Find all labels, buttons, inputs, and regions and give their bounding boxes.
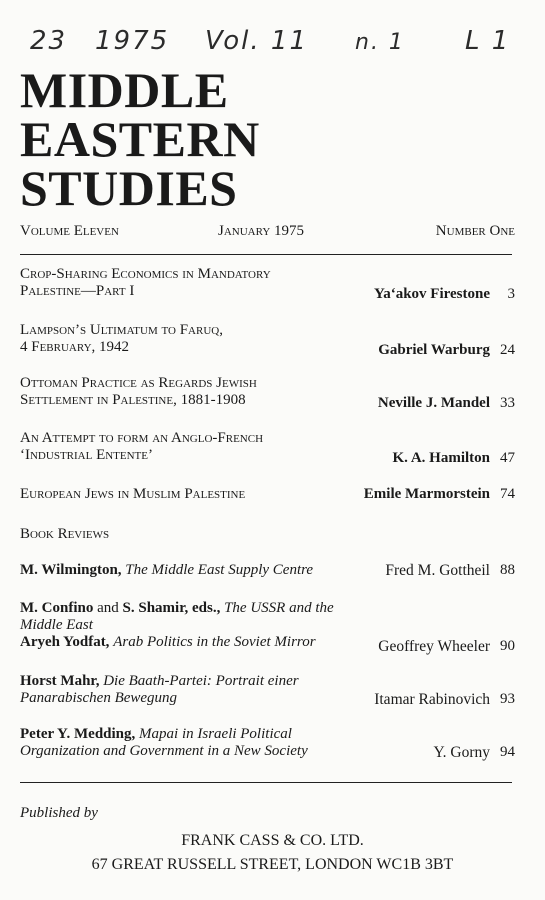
review-connector: and bbox=[93, 600, 123, 616]
review-book-title: Die Baath-Partei: Portrait einer bbox=[103, 673, 299, 689]
review-author: Peter Y. Medding, bbox=[20, 726, 136, 742]
handwritten-volume: Vol. 11 bbox=[205, 26, 309, 56]
article-title bbox=[20, 430, 263, 464]
article-title bbox=[20, 375, 257, 409]
review-entry bbox=[20, 562, 313, 579]
article-title-line: Lampson’s Ultimatum to Faruq, bbox=[20, 322, 223, 338]
article-page: 24 bbox=[500, 342, 515, 358]
review-book-title: Mapai in Israeli Political bbox=[139, 726, 292, 742]
review-page: 94 bbox=[500, 744, 515, 760]
journal-title-line-3: STUDIES bbox=[20, 160, 238, 216]
article-title-line: An Attempt to form an Anglo-French bbox=[20, 430, 264, 446]
handwritten-code: L 1 bbox=[465, 26, 511, 56]
review-book-title: The USSR and the bbox=[224, 600, 334, 616]
article-author: Ya‘akov Firestone bbox=[374, 286, 490, 302]
article-title bbox=[20, 266, 271, 300]
divider-top bbox=[20, 254, 512, 255]
article-author: Emile Marmorstein bbox=[363, 486, 490, 502]
review-reviewer: Geoffrey Wheeler bbox=[378, 638, 490, 655]
review-reviewer: Y. Gorny bbox=[433, 744, 490, 761]
handwritten-year: 1975 bbox=[95, 26, 170, 56]
journal-title-line-1: MIDDLE bbox=[20, 62, 229, 118]
published-by-label: Published by bbox=[20, 805, 98, 821]
review-book-title: Arab Politics in the Soviet Mirror bbox=[113, 634, 316, 650]
article-title-line: Ottoman Practice as Regards Jewish bbox=[20, 375, 257, 391]
review-reviewer: Itamar Rabinovich bbox=[374, 691, 490, 708]
article-title-line: Settlement in Palestine, 1881-1908 bbox=[20, 392, 246, 408]
article-title-line: Crop-Sharing Economics in Mandatory bbox=[20, 266, 271, 282]
volume-label: Volume Eleven bbox=[20, 223, 119, 239]
journal-title-line-2: EASTERN bbox=[20, 111, 260, 167]
handwritten-number: 23 bbox=[30, 26, 68, 56]
review-reviewer: Fred M. Gottheil bbox=[385, 562, 490, 579]
handwritten-issue: n. 1 bbox=[355, 30, 405, 55]
issue-number: Number One bbox=[435, 223, 515, 239]
publisher-name: FRANK CASS & CO. LTD. bbox=[181, 832, 364, 849]
issue-date: January 1975 bbox=[218, 223, 305, 239]
review-entry bbox=[20, 726, 308, 760]
review-entry bbox=[20, 600, 334, 651]
article-title bbox=[20, 486, 245, 503]
review-page: 88 bbox=[500, 562, 515, 578]
book-reviews-heading: Book Reviews bbox=[20, 526, 110, 542]
article-page: 33 bbox=[500, 395, 515, 411]
review-book-title: Panarabischen Bewegung bbox=[20, 690, 178, 706]
article-page: 47 bbox=[500, 450, 515, 466]
review-page: 93 bbox=[500, 691, 515, 707]
review-author: Aryeh Yodfat, bbox=[20, 634, 110, 650]
divider-bottom bbox=[20, 782, 512, 783]
article-page: 74 bbox=[500, 486, 515, 502]
review-entry bbox=[20, 673, 299, 707]
article-title-line: ‘Industrial Entente’ bbox=[20, 447, 153, 463]
review-book-title: The Middle East Supply Centre bbox=[125, 562, 314, 578]
review-book-title: Organization and Government in a New Society bbox=[20, 743, 308, 759]
review-author: M. Wilmington, bbox=[20, 562, 122, 578]
review-author: M. Confino bbox=[20, 600, 94, 616]
review-author: Horst Mahr, bbox=[20, 673, 100, 689]
article-title-line: 4 February, 1942 bbox=[20, 339, 130, 355]
handwritten-annotation bbox=[0, 26, 545, 66]
article-author: K. A. Hamilton bbox=[392, 450, 490, 466]
review-page: 90 bbox=[500, 638, 515, 654]
article-title-line: Palestine—Part I bbox=[20, 283, 135, 299]
article-author: Gabriel Warburg bbox=[378, 342, 490, 358]
article-author: Neville J. Mandel bbox=[377, 395, 490, 411]
article-title-line: European Jews in Muslim Palestine bbox=[20, 486, 246, 502]
article-page: 3 bbox=[507, 286, 515, 302]
review-author: S. Shamir, eds., bbox=[122, 600, 221, 616]
publisher-address: 67 GREAT RUSSELL STREET, LONDON WC1B 3BT bbox=[91, 856, 454, 873]
review-book-title: Middle East bbox=[20, 617, 93, 633]
article-title bbox=[20, 322, 223, 356]
